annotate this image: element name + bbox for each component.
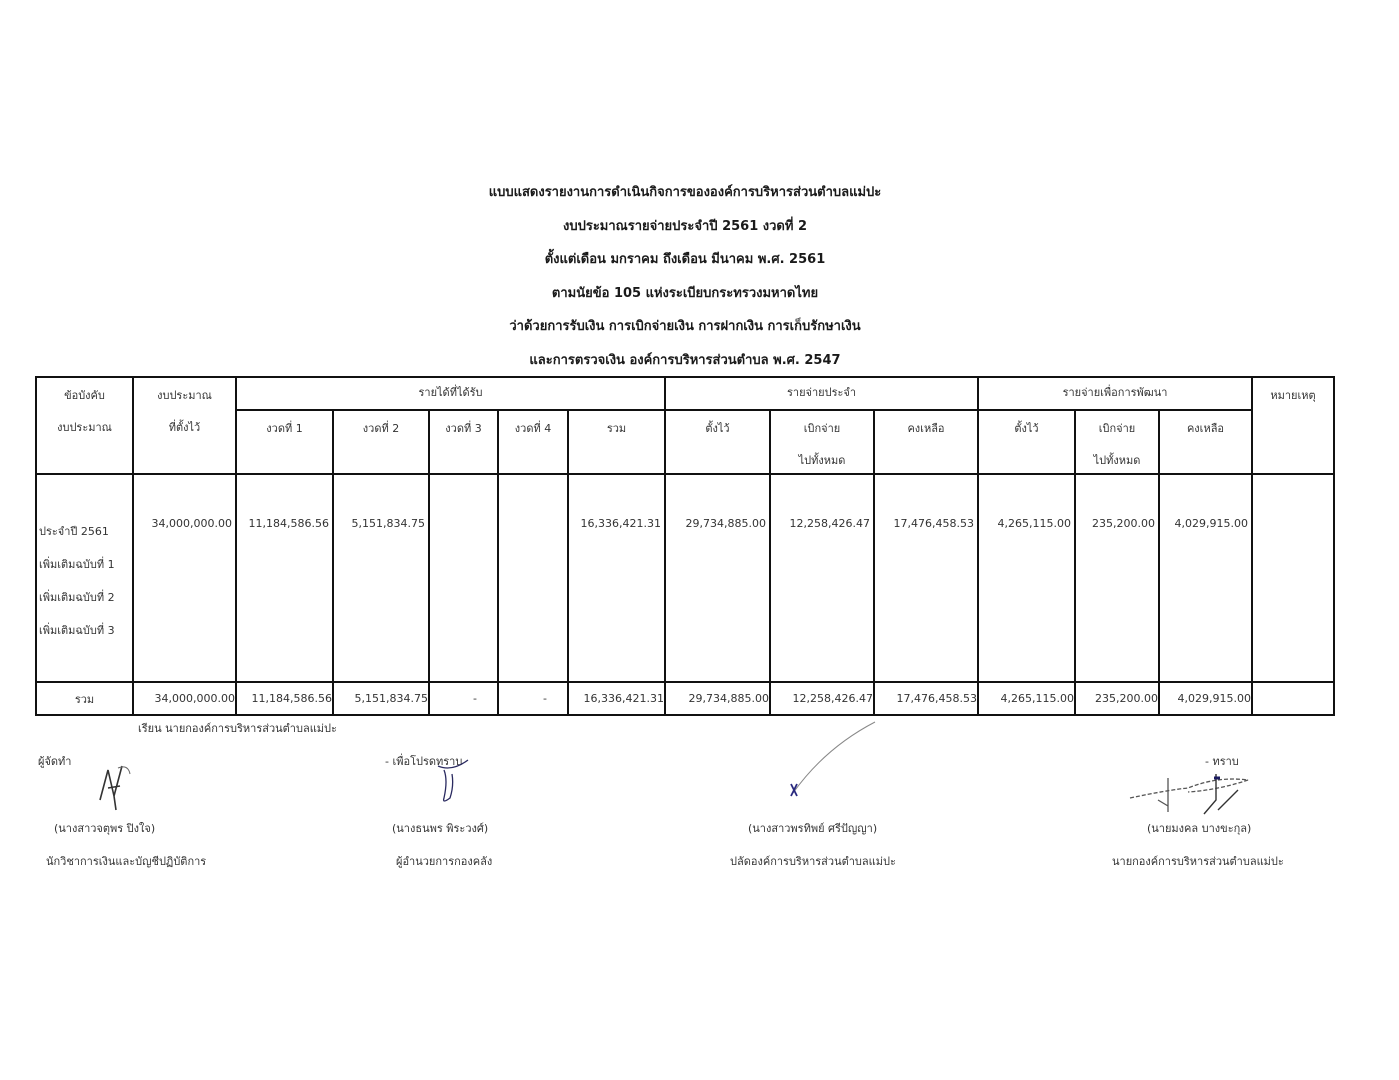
cell-total-income-3: - <box>429 682 498 715</box>
header-installment-1 <box>236 410 333 474</box>
signatory-4-name: (นายมงคล บางขะกุล) <box>1147 822 1252 835</box>
header-budget-set <box>133 377 236 474</box>
header-text: งวดที่ 3 <box>445 422 482 435</box>
cell-total-dev-spent: 235,200.00 <box>1075 682 1159 715</box>
header-text: ตั้งไว้ <box>1014 422 1039 435</box>
cell-budget-set: 34,000,000.00 <box>133 474 236 682</box>
cell-income-total: 16,336,421.31 <box>568 474 665 682</box>
cell-total-dev-remaining: 4,029,915.00 <box>1159 682 1252 715</box>
header-text: ที่ตั้งไว้ <box>168 421 201 434</box>
report-title-line: ตั้งแต่เดือน มกราคม ถึงเดือน มีนาคม พ.ศ. 2561 <box>544 252 826 267</box>
header-installment-3 <box>429 410 498 474</box>
cell-total-budget-set: 34,000,000.00 <box>133 682 236 715</box>
signatory-1-position: นักวิชาการเงินและบัญชีปฏิบัติการ <box>46 855 207 868</box>
signatory-4-position: นายกองค์การบริหารส่วนตำบลแม่ปะ <box>1112 855 1284 868</box>
header-regular-expense-group: รายจ่ายประจำ <box>665 377 978 410</box>
header-text: งวดที่ 2 <box>362 422 400 435</box>
cell-total-dev-set: 4,265,115.00 <box>978 682 1075 715</box>
signature-2-icon <box>430 752 480 807</box>
cell-income-1: 11,184,586.56 <box>236 474 333 682</box>
header-dev-spent <box>1075 410 1159 474</box>
cell-total-income-1: 11,184,586.56 <box>236 682 333 715</box>
header-text: รวม <box>606 422 627 435</box>
header-remarks <box>1252 377 1334 474</box>
cell-total-regular-remaining: 17,476,458.53 <box>874 682 978 715</box>
signatory-2-position: ผู้อำนวยการกองคลัง <box>396 855 493 868</box>
header-income-group: รายได้ที่ได้รับ <box>236 377 665 410</box>
report-title-line: ว่าด้วยการรับเงิน การเบิกจ่ายเงิน การฝากเงิน การเก็บรักษาเงิน <box>509 319 861 334</box>
table-row-budget-2561 <box>36 474 1334 682</box>
header-text: ไปทั้งหมด <box>1093 454 1141 467</box>
header-dev-remaining <box>1159 410 1252 474</box>
row-label: เพิ่มเติมฉบับที่ 3 <box>39 624 115 637</box>
cell-income-3 <box>429 474 498 682</box>
header-text: งบประมาณ <box>157 389 212 402</box>
report-title-line: แบบแสดงรายงานการดำเนินกิจการขององค์การบริหารส่วนตำบลแม่ปะ <box>488 185 882 200</box>
cell-total-regular-set: 29,734,885.00 <box>665 682 770 715</box>
signatory-4-prefix: - ทราบ <box>1205 755 1239 768</box>
row-labels-cell <box>36 474 133 682</box>
row-label: เพิ่มเติมฉบับที่ 1 <box>39 558 115 571</box>
header-regular-spent <box>770 410 874 474</box>
header-installment-2 <box>333 410 429 474</box>
header-text: งวดที่ 4 <box>514 422 552 435</box>
signatory-3-position: ปลัดองค์การบริหารส่วนตำบลแม่ปะ <box>730 855 896 868</box>
row-label: เพิ่มเติมฉบับที่ 2 <box>39 591 115 604</box>
header-text: เบิกจ่าย <box>1098 422 1136 435</box>
signatory-1-name: (นางสาวจตุพร ปิงใจ) <box>54 822 156 835</box>
cell-regular-set: 29,734,885.00 <box>665 474 770 682</box>
signatory-2-prefix: - เพื่อโปรดทราบ <box>385 755 463 768</box>
signature-1-icon <box>92 758 137 813</box>
header-text: ไปทั้งหมด <box>798 454 846 467</box>
signatory-2-name: (นางธนพร พิระวงศ์) <box>392 822 489 835</box>
header-regular-remaining <box>874 410 978 474</box>
cell-total-label: รวม <box>36 682 133 715</box>
header-text: งวดที่ 1 <box>266 422 303 435</box>
row-label: ประจำปี 2561 <box>39 525 109 538</box>
header-text: เบิกจ่าย <box>803 422 841 435</box>
header-text: คงเหลือ <box>1186 422 1225 435</box>
header-development-expense-group: รายจ่ายเพื่อการพัฒนา <box>978 377 1252 410</box>
report-title-line: งบประมาณรายจ่ายประจำปี 2561 งวดที่ 2 <box>562 218 808 234</box>
report-title-line: ตามนัยข้อ 105 แห่งระเบียบกระทรวงมหาดไทย <box>551 285 819 301</box>
header-text: ตั้งไว้ <box>705 422 730 435</box>
header-text: ข้อบังคับ <box>64 389 105 402</box>
cell-total-income-total: 16,336,421.31 <box>568 682 665 715</box>
cell-dev-set: 4,265,115.00 <box>978 474 1075 682</box>
signature-3-icon <box>785 718 880 803</box>
report-title-line: และการตรวจเงิน องค์การบริหารส่วนตำบล พ.ศ. 2547 <box>529 352 841 368</box>
header-budget-order <box>36 377 133 474</box>
addressee-line: เรียน นายกองค์การบริหารส่วนตำบลแม่ปะ <box>138 722 337 735</box>
cell-remarks <box>1252 474 1334 682</box>
header-regular-set <box>665 410 770 474</box>
cell-regular-spent: 12,258,426.47 <box>770 474 874 682</box>
signature-4-icon <box>1128 770 1258 818</box>
report-title-block <box>0 180 1370 381</box>
header-text: หมายเหตุ <box>1270 389 1316 402</box>
header-income-total <box>568 410 665 474</box>
cell-income-4 <box>498 474 568 682</box>
cell-total-income-4: - <box>498 682 568 715</box>
header-dev-set <box>978 410 1075 474</box>
budget-report-table <box>35 376 1335 716</box>
cell-total-remarks <box>1252 682 1334 715</box>
header-text: คงเหลือ <box>907 422 945 435</box>
cell-income-2: 5,151,834.75 <box>333 474 429 682</box>
signatory-3-name: (นางสาวพรทิพย์ ศรีปัญญา) <box>748 822 878 835</box>
signatory-1-prefix: ผู้จัดทำ <box>38 755 72 768</box>
cell-total-income-2: 5,151,834.75 <box>333 682 429 715</box>
header-installment-4 <box>498 410 568 474</box>
header-text: งบประมาณ <box>57 421 112 434</box>
cell-dev-remaining: 4,029,915.00 <box>1159 474 1252 682</box>
cell-dev-spent: 235,200.00 <box>1075 474 1159 682</box>
cell-regular-remaining: 17,476,458.53 <box>874 474 978 682</box>
table-row-total <box>36 682 1334 715</box>
cell-total-regular-spent: 12,258,426.47 <box>770 682 874 715</box>
